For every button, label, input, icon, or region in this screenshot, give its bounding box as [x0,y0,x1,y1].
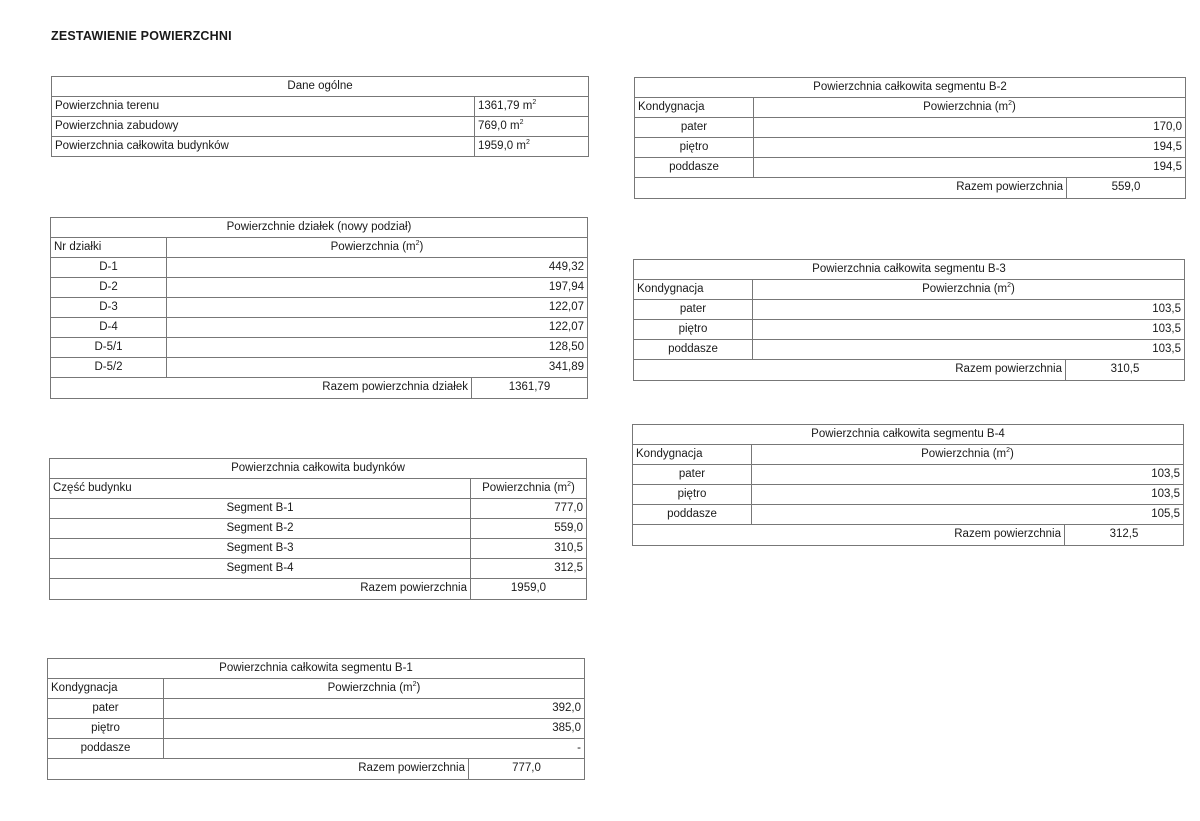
floor-name: poddasze [48,739,164,759]
floor-name: piętro [634,320,753,340]
plots-col-number: Nr działki [51,238,167,258]
floor-area: 194,5 [754,158,1186,178]
general-data-table [51,76,589,157]
floor-area: 103,5 [752,465,1184,485]
buildings-col-part: Część budynku [50,479,471,499]
floor-name: pater [48,699,164,719]
floor-name: pater [635,118,754,138]
segment-col-area: Powierzchnia $(m^2)$ [753,280,1185,300]
table-row [52,137,589,157]
table-row [635,138,1186,158]
table-row [51,358,588,378]
floor-area: - [164,739,585,759]
table-row [51,258,588,278]
row-label: Powierzchnia zabudowy [52,117,475,137]
plot-id: D-3 [51,298,167,318]
total-value: 312,5 [1065,525,1184,546]
total-value: 559,0 [1067,178,1186,199]
total-label: Razem powierzchnia [635,178,1067,199]
segment-title: Powierzchnia całkowita segmentu B-1 [48,659,585,679]
total-label: Razem powierzchnia [48,759,469,780]
buildings-title: Powierzchnia całkowita budynków [50,459,587,479]
floor-name: piętro [48,719,164,739]
row-label: Powierzchnia terenu [52,97,475,117]
buildings-col-area: Powierzchnia $(m^2)$ [471,479,587,499]
floor-area: 105,5 [752,505,1184,525]
plot-id: D-5/1 [51,338,167,358]
table-row [50,519,587,539]
building-name: Segment B-4 [50,559,471,579]
table-row [633,505,1184,525]
segment-col-floor: Kondygnacja [48,679,164,699]
segment-b4-table [632,424,1184,546]
segment-b1-table [47,658,585,780]
total-row [634,360,1185,381]
total-value: 310,5 [1066,360,1185,381]
total-value: 1959,0 [471,579,587,600]
table-row [634,320,1185,340]
building-name: Segment B-1 [50,499,471,519]
floor-name: pater [633,465,752,485]
segment-col-floor: Kondygnacja [634,280,753,300]
segment-col-area: Powierzchnia $(m^2)$ [752,445,1184,465]
total-value: 777,0 [469,759,585,780]
total-row [633,525,1184,546]
plot-area: 341,89 [167,358,588,378]
table-row [48,699,585,719]
row-value: 1959,0 $m^2$ [475,137,589,157]
floor-area: 103,5 [753,300,1185,320]
plot-id: D-1 [51,258,167,278]
plot-area: 122,07 [167,318,588,338]
total-value: 1361,79 [472,378,588,399]
table-row [51,298,588,318]
table-row [51,278,588,298]
plot-area: 128,50 [167,338,588,358]
table-row [52,97,589,117]
page-title: ZESTAWIENIE POWIERZCHNI [51,29,232,43]
floor-name: poddasze [633,505,752,525]
building-area: 777,0 [471,499,587,519]
segment-col-floor: Kondygnacja [633,445,752,465]
table-row [51,338,588,358]
floor-area: 170,0 [754,118,1186,138]
floor-area: 392,0 [164,699,585,719]
table-row [51,318,588,338]
floor-name: piętro [635,138,754,158]
plot-id: D-4 [51,318,167,338]
segment-title: Powierzchnia całkowita segmentu B-3 [634,260,1185,280]
table-row [48,739,585,759]
building-area: 559,0 [471,519,587,539]
table-row [634,340,1185,360]
total-row [50,579,587,600]
total-label: Razem powierzchnia [50,579,471,600]
table-row [634,300,1185,320]
total-label: Razem powierzchnia [633,525,1065,546]
segment-b3-table [633,259,1185,381]
table-row [635,158,1186,178]
floor-area: 103,5 [753,320,1185,340]
table-row [633,485,1184,505]
building-name: Segment B-3 [50,539,471,559]
floor-area: 103,5 [752,485,1184,505]
row-label: Powierzchnia całkowita budynków [52,137,475,157]
general-data-title: Dane ogólne [52,77,589,97]
segment-col-area: Powierzchnia $(m^2)$ [164,679,585,699]
floor-name: piętro [633,485,752,505]
table-row [50,499,587,519]
plots-table [50,217,588,399]
floor-name: poddasze [635,158,754,178]
total-label: Razem powierzchnia działek [51,378,472,399]
table-row [52,117,589,137]
buildings-table [49,458,587,600]
row-value: 1361,79 $m^2$ [475,97,589,117]
total-label: Razem powierzchnia [634,360,1066,381]
table-row [50,539,587,559]
floor-area: 103,5 [753,340,1185,360]
total-row [635,178,1186,199]
building-name: Segment B-2 [50,519,471,539]
total-row [51,378,588,399]
total-row [48,759,585,780]
floor-area: 385,0 [164,719,585,739]
plot-area: 122,07 [167,298,588,318]
table-row [635,118,1186,138]
segment-col-area: Powierzchnia $(m^2)$ [754,98,1186,118]
plot-area: 197,94 [167,278,588,298]
building-area: 312,5 [471,559,587,579]
segment-title: Powierzchnia całkowita segmentu B-4 [633,425,1184,445]
segment-title: Powierzchnia całkowita segmentu B-2 [635,78,1186,98]
plots-title: Powierzchnie działek (nowy podział) [51,218,588,238]
floor-name: pater [634,300,753,320]
table-row [633,465,1184,485]
floor-name: poddasze [634,340,753,360]
plots-col-area: Powierzchnia $(m^2)$ [167,238,588,258]
table-row [48,719,585,739]
plot-area: 449,32 [167,258,588,278]
table-row [50,559,587,579]
plot-id: D-5/2 [51,358,167,378]
building-area: 310,5 [471,539,587,559]
segment-b2-table [634,77,1186,199]
floor-area: 194,5 [754,138,1186,158]
row-value: 769,0 $m^2$ [475,117,589,137]
segment-col-floor: Kondygnacja [635,98,754,118]
plot-id: D-2 [51,278,167,298]
